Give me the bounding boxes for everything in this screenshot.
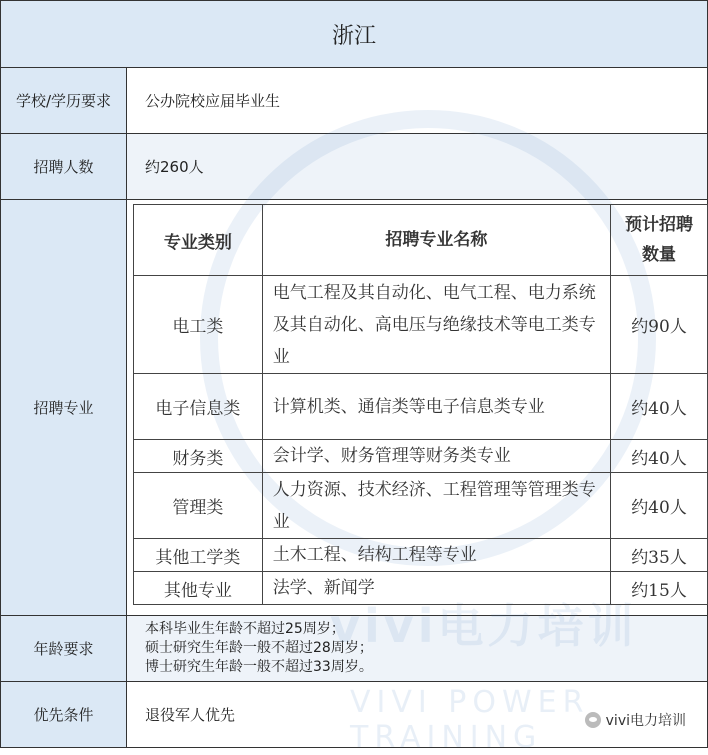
cell-count: 约40人 bbox=[611, 374, 708, 440]
wechat-icon bbox=[585, 712, 601, 728]
majors-table bbox=[133, 204, 708, 605]
cell-majors: 土木工程、结构工程等专业 bbox=[262, 539, 610, 572]
brand-signature bbox=[585, 710, 686, 730]
title-text: 浙江 bbox=[331, 23, 376, 49]
row-school bbox=[1, 68, 707, 134]
cell-category: 财务类 bbox=[134, 440, 263, 473]
page-title bbox=[1, 1, 707, 68]
cell-category: 电子信息类 bbox=[134, 374, 263, 440]
cell-majors: 会计学、财务管理等财务类专业 bbox=[262, 440, 610, 473]
cell-category: 其他专业 bbox=[134, 572, 263, 605]
row-label: 优先条件 bbox=[1, 682, 127, 747]
table-row bbox=[134, 276, 708, 374]
row-value: 退役军人优先 bbox=[145, 706, 236, 724]
row-label: 学校/学历要求 bbox=[1, 68, 127, 133]
table-row bbox=[134, 440, 708, 473]
cell-category: 其他工学类 bbox=[134, 539, 263, 572]
table-row bbox=[134, 539, 708, 572]
cell-count: 约15人 bbox=[611, 572, 708, 605]
cell-count: 约40人 bbox=[611, 473, 708, 539]
header-majors: 招聘专业名称 bbox=[262, 205, 610, 276]
cell-majors: 人力资源、技术经济、工程管理等管理类专业 bbox=[262, 473, 610, 539]
table-header-row bbox=[134, 205, 708, 276]
age-requirements bbox=[127, 616, 707, 681]
age-line: 硕士研究生年龄一般不超过28周岁； bbox=[145, 640, 373, 656]
table-row bbox=[134, 572, 708, 605]
cell-category: 管理类 bbox=[134, 473, 263, 539]
cell-count: 约35人 bbox=[611, 539, 708, 572]
row-value: 公办院校应届毕业生 bbox=[145, 92, 281, 110]
row-label: 招聘专业 bbox=[1, 200, 127, 615]
row-label: 招聘人数 bbox=[1, 134, 127, 199]
table-row bbox=[134, 374, 708, 440]
brand-label: vivi电力培训 bbox=[605, 713, 686, 729]
row-age bbox=[1, 616, 707, 682]
cell-majors: 电气工程及其自动化、电气工程、电力系统及其自动化、高电压与绝缘技术等电工类专业 bbox=[262, 276, 610, 374]
cell-majors: 计算机类、通信类等电子信息类专业 bbox=[262, 374, 610, 440]
row-value: 约260人 bbox=[127, 134, 707, 199]
cell-category: 电工类 bbox=[134, 276, 263, 374]
table-row bbox=[134, 473, 708, 539]
row-count bbox=[1, 134, 707, 200]
age-line: 博士研究生年龄一般不超过33周岁。 bbox=[145, 659, 373, 675]
row-label: 年龄要求 bbox=[1, 616, 127, 681]
cell-count: 约90人 bbox=[611, 276, 708, 374]
cell-count: 约40人 bbox=[611, 440, 708, 473]
header-count bbox=[611, 205, 708, 276]
age-line: 本科毕业生年龄不超过25周岁； bbox=[145, 621, 345, 637]
header-count-text: 预计招聘数量 bbox=[625, 215, 694, 265]
cell-majors: 法学、新闻学 bbox=[262, 572, 610, 605]
watermark-english: VIVI POWER TRAINING bbox=[350, 685, 590, 755]
header-category: 专业类别 bbox=[134, 205, 263, 276]
